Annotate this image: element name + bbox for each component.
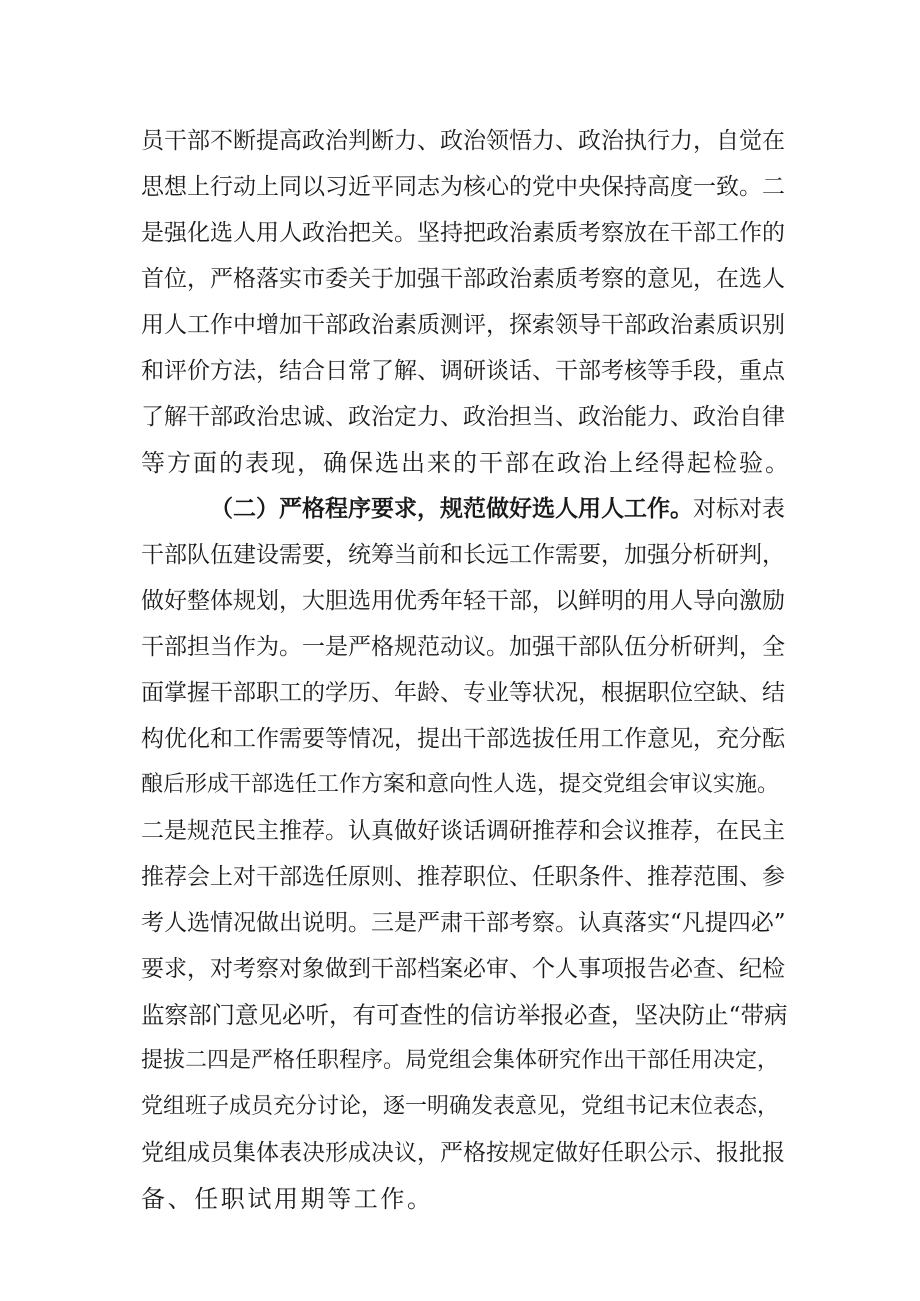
text-line: 二是规范民主推荐。认真做好谈话调研推荐和会议推荐，在民主: [141, 818, 785, 844]
section-heading-continuation: 对标对表: [693, 496, 785, 522]
text-line: 构优化和工作需要等情况，提出干部选拔任用工作意见，充分酝: [141, 726, 785, 752]
section-heading: （二）严格程序要求，规范做好选人用人工作。: [210, 495, 693, 522]
text-line: 酿后形成干部选任工作方案和意向性人选，提交党组会审议实施。: [141, 772, 780, 797]
text-line: 要求，对考察对象做到干部档案必审、个人事项报告必查、纪检: [141, 956, 785, 982]
text-line: 用人工作中增加干部政治素质测评，探索领导干部政治素质识别: [141, 312, 785, 338]
text-line: 等方面的表现，确保选出来的干部在政治上经得起检验。: [141, 449, 791, 477]
section-heading-line: [210, 486, 791, 532]
text-line: 监察部门意见必听，有可查性的信访举报必查，坚决防止“带病: [141, 1001, 788, 1029]
text-line: 做好整体规划，大胆选用优秀年轻干部，以鲜明的用人导向激励: [141, 588, 785, 614]
text-line: 干部担当作为。一是严格规范动议。加强干部队伍分析研判，全: [141, 634, 785, 660]
text-line: 面掌握干部职工的学历、年龄、专业等状况，根据职位空缺、结: [141, 680, 785, 706]
text-line: 了解干部政治忠诚、政治定力、政治担当、政治能力、政治自律: [141, 404, 785, 430]
text-line: 干部队伍建设需要，统筹当前和长远工作需要，加强分析研判，: [141, 542, 785, 568]
text-line: 是强化选人用人政治把关。坚持把政治素质考察放在干部工作的: [141, 220, 785, 246]
text-line: 党组成员集体表决形成决议，严格按规定做好任职公示、报批报: [141, 1140, 785, 1166]
text-line: 和评价方法，结合日常了解、调研谈话、干部考核等手段，重点: [141, 358, 785, 384]
text-line: 首位，严格落实市委关于加强干部政治素质考察的意见，在选人: [141, 266, 785, 292]
text-line: 考人选情况做出说明。三是严肃干部考察。认真落实“凡提四必”: [141, 910, 786, 936]
text-line: 提拔二四是严格任职程序。局党组会集体研究作出干部任用决定，: [141, 1048, 780, 1073]
text-line: 推荐会上对干部选任原则、推荐职位、任职条件、推荐范围、参: [141, 864, 785, 890]
text-line: 党组班子成员充分讨论，逐一明确发表意见，党组书记末位表态，: [141, 1094, 780, 1119]
text-line: 思想上行动上同以习近平同志为核心的党中央保持高度一致。二: [141, 174, 785, 200]
text-line: 备、任职试用期等工作。: [141, 1185, 434, 1213]
text-line: 员干部不断提高政治判断力、政治领悟力、政治执行力，自觉在: [141, 128, 785, 154]
